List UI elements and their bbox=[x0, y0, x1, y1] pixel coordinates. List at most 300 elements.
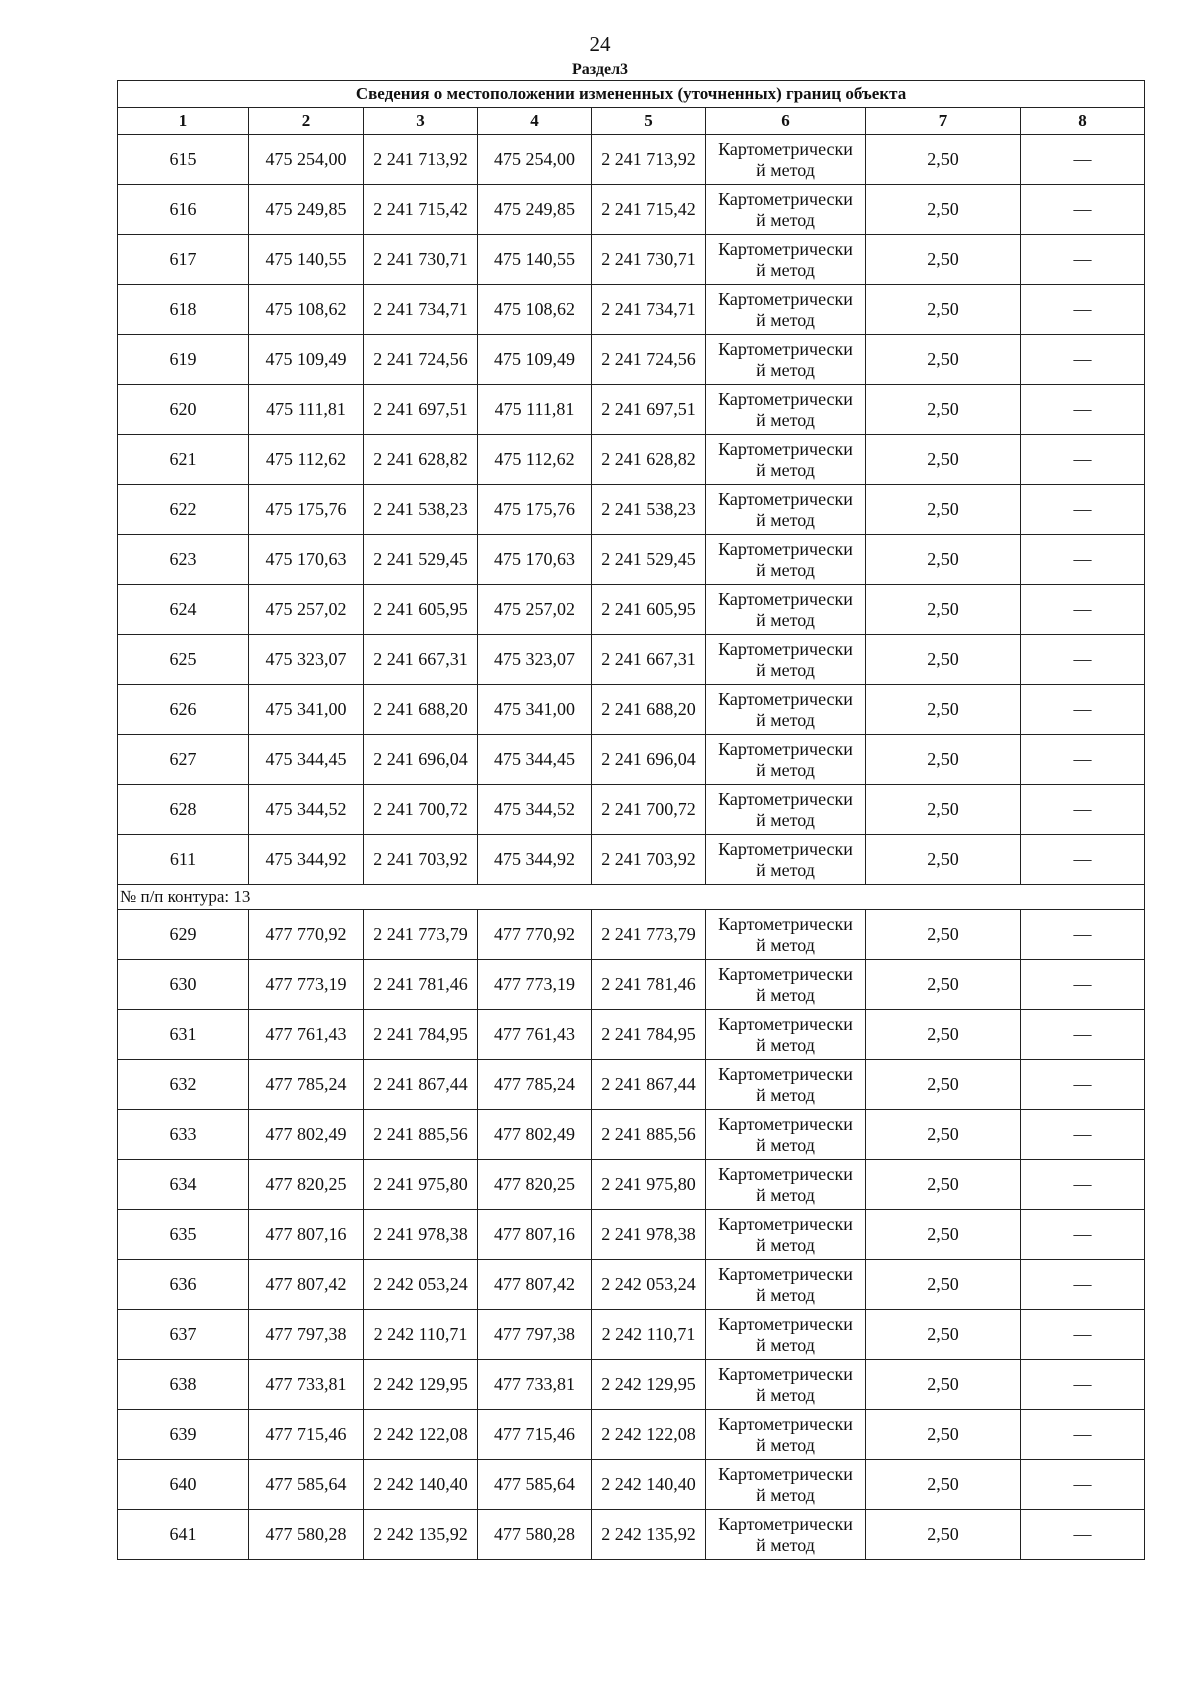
x-new-cell: 475 323,07 bbox=[478, 635, 592, 685]
table-row bbox=[118, 1260, 1145, 1310]
x-new-cell: 477 797,38 bbox=[478, 1310, 592, 1360]
point-number-cell: 617 bbox=[118, 235, 249, 285]
method-line: й метод bbox=[756, 459, 815, 480]
method-line: Картометрически bbox=[718, 1363, 853, 1384]
y-new-cell: 2 241 529,45 bbox=[592, 535, 706, 585]
x-new-cell: 477 785,24 bbox=[478, 1060, 592, 1110]
precision-cell: 2,50 bbox=[866, 835, 1021, 885]
y-old-cell: 2 242 122,08 bbox=[364, 1410, 478, 1460]
method-cell bbox=[706, 185, 866, 235]
x-new-cell: 475 112,62 bbox=[478, 435, 592, 485]
method-line: й метод bbox=[756, 1334, 815, 1355]
x-old-cell: 477 773,19 bbox=[249, 960, 364, 1010]
precision-cell: 2,50 bbox=[866, 1010, 1021, 1060]
method-line: й метод bbox=[756, 709, 815, 730]
x-new-cell: 477 733,81 bbox=[478, 1360, 592, 1410]
x-new-cell: 475 341,00 bbox=[478, 685, 592, 735]
description-cell: — bbox=[1021, 1510, 1145, 1560]
table-row bbox=[118, 1110, 1145, 1160]
method-line: Картометрически bbox=[718, 1263, 853, 1284]
table-row bbox=[118, 1410, 1145, 1460]
y-new-cell: 2 241 688,20 bbox=[592, 685, 706, 735]
x-old-cell: 475 344,52 bbox=[249, 785, 364, 835]
table-row bbox=[118, 1310, 1145, 1360]
y-new-cell: 2 241 978,38 bbox=[592, 1210, 706, 1260]
y-old-cell: 2 241 867,44 bbox=[364, 1060, 478, 1110]
method-line: Картометрически bbox=[718, 138, 853, 159]
precision-cell: 2,50 bbox=[866, 1210, 1021, 1260]
y-new-cell: 2 241 734,71 bbox=[592, 285, 706, 335]
precision-cell: 2,50 bbox=[866, 1310, 1021, 1360]
method-line: й метод bbox=[756, 609, 815, 630]
method-line: й метод bbox=[756, 1234, 815, 1255]
precision-cell: 2,50 bbox=[866, 735, 1021, 785]
x-new-cell: 477 770,92 bbox=[478, 910, 592, 960]
x-old-cell: 475 175,76 bbox=[249, 485, 364, 535]
description-cell: — bbox=[1021, 835, 1145, 885]
method-line: й метод bbox=[756, 1384, 815, 1405]
y-old-cell: 2 242 053,24 bbox=[364, 1260, 478, 1310]
description-cell: — bbox=[1021, 685, 1145, 735]
description-cell: — bbox=[1021, 1110, 1145, 1160]
x-new-cell: 475 175,76 bbox=[478, 485, 592, 535]
precision-cell: 2,50 bbox=[866, 585, 1021, 635]
x-old-cell: 475 323,07 bbox=[249, 635, 364, 685]
point-number-cell: 633 bbox=[118, 1110, 249, 1160]
y-old-cell: 2 241 885,56 bbox=[364, 1110, 478, 1160]
x-old-cell: 477 797,38 bbox=[249, 1310, 364, 1360]
precision-cell: 2,50 bbox=[866, 335, 1021, 385]
point-number-cell: 638 bbox=[118, 1360, 249, 1410]
method-line: й метод bbox=[756, 1484, 815, 1505]
description-cell: — bbox=[1021, 1010, 1145, 1060]
table-row bbox=[118, 1460, 1145, 1510]
point-number-cell: 626 bbox=[118, 685, 249, 735]
coordinates-table bbox=[117, 80, 1145, 1560]
method-line: Картометрически bbox=[718, 588, 853, 609]
description-cell: — bbox=[1021, 385, 1145, 435]
method-cell bbox=[706, 910, 866, 960]
x-old-cell: 475 344,45 bbox=[249, 735, 364, 785]
x-new-cell: 475 344,52 bbox=[478, 785, 592, 835]
x-old-cell: 475 140,55 bbox=[249, 235, 364, 285]
description-cell: — bbox=[1021, 335, 1145, 385]
y-new-cell: 2 241 781,46 bbox=[592, 960, 706, 1010]
x-old-cell: 477 761,43 bbox=[249, 1010, 364, 1060]
description-cell: — bbox=[1021, 585, 1145, 635]
method-cell bbox=[706, 1410, 866, 1460]
precision-cell: 2,50 bbox=[866, 135, 1021, 185]
point-number-cell: 627 bbox=[118, 735, 249, 785]
y-old-cell: 2 241 734,71 bbox=[364, 285, 478, 335]
column-number: 6 bbox=[706, 108, 866, 135]
y-old-cell: 2 241 538,23 bbox=[364, 485, 478, 535]
y-new-cell: 2 242 140,40 bbox=[592, 1460, 706, 1510]
x-new-cell: 477 802,49 bbox=[478, 1110, 592, 1160]
point-number-cell: 628 bbox=[118, 785, 249, 835]
y-new-cell: 2 241 605,95 bbox=[592, 585, 706, 635]
method-cell bbox=[706, 1360, 866, 1410]
method-line: й метод bbox=[756, 934, 815, 955]
y-new-cell: 2 241 730,71 bbox=[592, 235, 706, 285]
method-cell bbox=[706, 335, 866, 385]
y-new-cell: 2 242 053,24 bbox=[592, 1260, 706, 1310]
column-number: 1 bbox=[118, 108, 249, 135]
y-new-cell: 2 241 538,23 bbox=[592, 485, 706, 535]
y-new-cell: 2 241 628,82 bbox=[592, 435, 706, 485]
precision-cell: 2,50 bbox=[866, 385, 1021, 435]
contour-row bbox=[118, 885, 1145, 910]
precision-cell: 2,50 bbox=[866, 435, 1021, 485]
description-cell: — bbox=[1021, 1060, 1145, 1110]
y-old-cell: 2 241 713,92 bbox=[364, 135, 478, 185]
y-old-cell: 2 241 730,71 bbox=[364, 235, 478, 285]
point-number-cell: 634 bbox=[118, 1160, 249, 1210]
x-new-cell: 475 254,00 bbox=[478, 135, 592, 185]
table-row bbox=[118, 435, 1145, 485]
y-new-cell: 2 241 784,95 bbox=[592, 1010, 706, 1060]
method-cell bbox=[706, 585, 866, 635]
method-line: й метод bbox=[756, 209, 815, 230]
x-new-cell: 477 773,19 bbox=[478, 960, 592, 1010]
description-cell: — bbox=[1021, 1460, 1145, 1510]
point-number-cell: 618 bbox=[118, 285, 249, 335]
method-cell bbox=[706, 435, 866, 485]
description-cell: — bbox=[1021, 1260, 1145, 1310]
point-number-cell: 619 bbox=[118, 335, 249, 385]
x-new-cell: 475 344,45 bbox=[478, 735, 592, 785]
table-row bbox=[118, 785, 1145, 835]
y-old-cell: 2 242 140,40 bbox=[364, 1460, 478, 1510]
y-new-cell: 2 241 696,04 bbox=[592, 735, 706, 785]
description-cell: — bbox=[1021, 185, 1145, 235]
y-old-cell: 2 241 688,20 bbox=[364, 685, 478, 735]
x-old-cell: 477 585,64 bbox=[249, 1460, 364, 1510]
table-row bbox=[118, 185, 1145, 235]
table-caption-row bbox=[118, 81, 1145, 108]
method-cell bbox=[706, 1510, 866, 1560]
description-cell: — bbox=[1021, 135, 1145, 185]
table-caption: Сведения о местоположении измененных (уточненных) границ объекта bbox=[118, 81, 1145, 108]
precision-cell: 2,50 bbox=[866, 185, 1021, 235]
x-new-cell: 475 140,55 bbox=[478, 235, 592, 285]
point-number-cell: 622 bbox=[118, 485, 249, 535]
table-row bbox=[118, 685, 1145, 735]
y-old-cell: 2 241 697,51 bbox=[364, 385, 478, 435]
y-new-cell: 2 242 129,95 bbox=[592, 1360, 706, 1410]
point-number-cell: 640 bbox=[118, 1460, 249, 1510]
y-old-cell: 2 241 773,79 bbox=[364, 910, 478, 960]
x-old-cell: 475 170,63 bbox=[249, 535, 364, 585]
precision-cell: 2,50 bbox=[866, 960, 1021, 1010]
table-row bbox=[118, 235, 1145, 285]
method-line: Картометрически bbox=[718, 1313, 853, 1334]
method-cell bbox=[706, 235, 866, 285]
x-new-cell: 477 761,43 bbox=[478, 1010, 592, 1060]
description-cell: — bbox=[1021, 1210, 1145, 1260]
table-row bbox=[118, 735, 1145, 785]
method-line: й метод bbox=[756, 659, 815, 680]
method-line: й метод bbox=[756, 1034, 815, 1055]
table-row bbox=[118, 535, 1145, 585]
method-line: й метод bbox=[756, 1434, 815, 1455]
column-number: 2 bbox=[249, 108, 364, 135]
point-number-cell: 629 bbox=[118, 910, 249, 960]
method-cell bbox=[706, 635, 866, 685]
method-line: й метод bbox=[756, 509, 815, 530]
y-new-cell: 2 241 724,56 bbox=[592, 335, 706, 385]
description-cell: — bbox=[1021, 735, 1145, 785]
table-row bbox=[118, 485, 1145, 535]
x-new-cell: 477 580,28 bbox=[478, 1510, 592, 1560]
method-line: й метод bbox=[756, 1134, 815, 1155]
method-line: й метод bbox=[756, 409, 815, 430]
method-line: й метод bbox=[756, 1184, 815, 1205]
method-cell bbox=[706, 135, 866, 185]
point-number-cell: 625 bbox=[118, 635, 249, 685]
x-old-cell: 475 112,62 bbox=[249, 435, 364, 485]
x-new-cell: 477 807,42 bbox=[478, 1260, 592, 1310]
x-old-cell: 477 733,81 bbox=[249, 1360, 364, 1410]
precision-cell: 2,50 bbox=[866, 635, 1021, 685]
x-new-cell: 475 109,49 bbox=[478, 335, 592, 385]
x-old-cell: 475 108,62 bbox=[249, 285, 364, 335]
precision-cell: 2,50 bbox=[866, 1260, 1021, 1310]
table-row bbox=[118, 910, 1145, 960]
y-old-cell: 2 241 529,45 bbox=[364, 535, 478, 585]
y-new-cell: 2 241 885,56 bbox=[592, 1110, 706, 1160]
x-new-cell: 477 820,25 bbox=[478, 1160, 592, 1210]
method-cell bbox=[706, 385, 866, 435]
description-cell: — bbox=[1021, 1360, 1145, 1410]
precision-cell: 2,50 bbox=[866, 485, 1021, 535]
description-cell: — bbox=[1021, 285, 1145, 335]
table-row bbox=[118, 285, 1145, 335]
method-line: Картометрически bbox=[718, 388, 853, 409]
y-new-cell: 2 242 135,92 bbox=[592, 1510, 706, 1560]
x-old-cell: 475 341,00 bbox=[249, 685, 364, 735]
method-line: Картометрически bbox=[718, 488, 853, 509]
y-new-cell: 2 241 703,92 bbox=[592, 835, 706, 885]
column-number: 8 bbox=[1021, 108, 1145, 135]
method-line: Картометрически bbox=[718, 1013, 853, 1034]
method-line: Картометрически bbox=[718, 913, 853, 934]
description-cell: — bbox=[1021, 435, 1145, 485]
x-old-cell: 475 257,02 bbox=[249, 585, 364, 635]
x-old-cell: 477 807,42 bbox=[249, 1260, 364, 1310]
precision-cell: 2,50 bbox=[866, 1360, 1021, 1410]
description-cell: — bbox=[1021, 485, 1145, 535]
column-number-row bbox=[118, 108, 1145, 135]
x-old-cell: 475 109,49 bbox=[249, 335, 364, 385]
x-new-cell: 475 257,02 bbox=[478, 585, 592, 635]
point-number-cell: 637 bbox=[118, 1310, 249, 1360]
description-cell: — bbox=[1021, 785, 1145, 835]
table-row bbox=[118, 1160, 1145, 1210]
x-new-cell: 477 715,46 bbox=[478, 1410, 592, 1460]
page-number: 24 bbox=[589, 32, 611, 56]
table-row bbox=[118, 1060, 1145, 1110]
point-number-cell: 623 bbox=[118, 535, 249, 585]
contour-label: № п/п контура: 13 bbox=[118, 885, 1145, 910]
x-old-cell: 475 254,00 bbox=[249, 135, 364, 185]
x-new-cell: 475 344,92 bbox=[478, 835, 592, 885]
table-row bbox=[118, 1210, 1145, 1260]
method-cell bbox=[706, 1210, 866, 1260]
method-line: Картометрически bbox=[718, 238, 853, 259]
description-cell: — bbox=[1021, 235, 1145, 285]
y-old-cell: 2 242 110,71 bbox=[364, 1310, 478, 1360]
precision-cell: 2,50 bbox=[866, 1460, 1021, 1510]
method-line: Картометрически bbox=[718, 1413, 853, 1434]
method-line: й метод bbox=[756, 1534, 815, 1555]
method-cell bbox=[706, 1110, 866, 1160]
y-new-cell: 2 241 773,79 bbox=[592, 910, 706, 960]
method-cell bbox=[706, 535, 866, 585]
method-line: й метод bbox=[756, 559, 815, 580]
column-number: 5 bbox=[592, 108, 706, 135]
description-cell: — bbox=[1021, 1410, 1145, 1460]
method-line: й метод bbox=[756, 809, 815, 830]
y-old-cell: 2 241 978,38 bbox=[364, 1210, 478, 1260]
point-number-cell: 632 bbox=[118, 1060, 249, 1110]
x-new-cell: 477 585,64 bbox=[478, 1460, 592, 1510]
method-line: Картометрически bbox=[718, 1463, 853, 1484]
x-new-cell: 475 170,63 bbox=[478, 535, 592, 585]
method-line: Картометрически bbox=[718, 188, 853, 209]
method-line: Картометрически bbox=[718, 738, 853, 759]
method-line: Картометрически bbox=[718, 688, 853, 709]
y-old-cell: 2 241 715,42 bbox=[364, 185, 478, 235]
precision-cell: 2,50 bbox=[866, 1060, 1021, 1110]
y-new-cell: 2 241 700,72 bbox=[592, 785, 706, 835]
description-cell: — bbox=[1021, 535, 1145, 585]
precision-cell: 2,50 bbox=[866, 910, 1021, 960]
point-number-cell: 631 bbox=[118, 1010, 249, 1060]
method-line: й метод bbox=[756, 359, 815, 380]
point-number-cell: 621 bbox=[118, 435, 249, 485]
method-line: Картометрически bbox=[718, 288, 853, 309]
y-old-cell: 2 241 605,95 bbox=[364, 585, 478, 635]
table-row bbox=[118, 135, 1145, 185]
method-cell bbox=[706, 960, 866, 1010]
method-line: Картометрически bbox=[718, 1113, 853, 1134]
precision-cell: 2,50 bbox=[866, 1160, 1021, 1210]
y-new-cell: 2 242 110,71 bbox=[592, 1310, 706, 1360]
point-number-cell: 641 bbox=[118, 1510, 249, 1560]
y-old-cell: 2 241 628,82 bbox=[364, 435, 478, 485]
method-line: Картометрически bbox=[718, 1213, 853, 1234]
precision-cell: 2,50 bbox=[866, 285, 1021, 335]
x-old-cell: 477 580,28 bbox=[249, 1510, 364, 1560]
method-line: Картометрически bbox=[718, 1163, 853, 1184]
method-cell bbox=[706, 1160, 866, 1210]
method-cell bbox=[706, 1060, 866, 1110]
method-cell bbox=[706, 735, 866, 785]
x-old-cell: 477 785,24 bbox=[249, 1060, 364, 1110]
x-old-cell: 477 715,46 bbox=[249, 1410, 364, 1460]
table-row bbox=[118, 1010, 1145, 1060]
table-row bbox=[118, 1360, 1145, 1410]
method-cell bbox=[706, 785, 866, 835]
y-old-cell: 2 241 781,46 bbox=[364, 960, 478, 1010]
y-old-cell: 2 241 703,92 bbox=[364, 835, 478, 885]
y-new-cell: 2 241 667,31 bbox=[592, 635, 706, 685]
precision-cell: 2,50 bbox=[866, 1110, 1021, 1160]
x-new-cell: 475 249,85 bbox=[478, 185, 592, 235]
y-old-cell: 2 241 700,72 bbox=[364, 785, 478, 835]
table-row bbox=[118, 335, 1145, 385]
method-cell bbox=[706, 1310, 866, 1360]
method-line: Картометрически bbox=[718, 1513, 853, 1534]
method-cell bbox=[706, 485, 866, 535]
y-old-cell: 2 242 135,92 bbox=[364, 1510, 478, 1560]
x-new-cell: 475 108,62 bbox=[478, 285, 592, 335]
method-line: й метод bbox=[756, 759, 815, 780]
y-new-cell: 2 242 122,08 bbox=[592, 1410, 706, 1460]
y-old-cell: 2 241 667,31 bbox=[364, 635, 478, 685]
x-old-cell: 477 820,25 bbox=[249, 1160, 364, 1210]
point-number-cell: 624 bbox=[118, 585, 249, 635]
method-line: Картометрически bbox=[718, 538, 853, 559]
column-number: 3 bbox=[364, 108, 478, 135]
description-cell: — bbox=[1021, 1160, 1145, 1210]
y-new-cell: 2 241 715,42 bbox=[592, 185, 706, 235]
method-line: й метод bbox=[756, 259, 815, 280]
point-number-cell: 620 bbox=[118, 385, 249, 435]
y-old-cell: 2 241 975,80 bbox=[364, 1160, 478, 1210]
y-old-cell: 2 241 784,95 bbox=[364, 1010, 478, 1060]
y-old-cell: 2 241 724,56 bbox=[364, 335, 478, 385]
table-row bbox=[118, 835, 1145, 885]
table-row bbox=[118, 585, 1145, 635]
method-line: Картометрически bbox=[718, 1063, 853, 1084]
point-number-cell: 636 bbox=[118, 1260, 249, 1310]
method-cell bbox=[706, 1260, 866, 1310]
method-cell bbox=[706, 1010, 866, 1060]
precision-cell: 2,50 bbox=[866, 785, 1021, 835]
method-line: й метод bbox=[756, 159, 815, 180]
precision-cell: 2,50 bbox=[866, 1410, 1021, 1460]
method-cell bbox=[706, 835, 866, 885]
table-row bbox=[118, 385, 1145, 435]
y-old-cell: 2 242 129,95 bbox=[364, 1360, 478, 1410]
method-line: Картометрически bbox=[718, 638, 853, 659]
method-line: й метод bbox=[756, 984, 815, 1005]
description-cell: — bbox=[1021, 635, 1145, 685]
y-new-cell: 2 241 713,92 bbox=[592, 135, 706, 185]
method-line: Картометрически bbox=[718, 838, 853, 859]
column-number: 4 bbox=[478, 108, 592, 135]
table-row bbox=[118, 1510, 1145, 1560]
point-number-cell: 611 bbox=[118, 835, 249, 885]
x-old-cell: 477 770,92 bbox=[249, 910, 364, 960]
column-number: 7 bbox=[866, 108, 1021, 135]
x-new-cell: 475 111,81 bbox=[478, 385, 592, 435]
point-number-cell: 615 bbox=[118, 135, 249, 185]
method-line: Картометрически bbox=[718, 788, 853, 809]
method-line: й метод bbox=[756, 1284, 815, 1305]
x-old-cell: 477 802,49 bbox=[249, 1110, 364, 1160]
method-line: й метод bbox=[756, 859, 815, 880]
point-number-cell: 639 bbox=[118, 1410, 249, 1460]
method-line: й метод bbox=[756, 309, 815, 330]
description-cell: — bbox=[1021, 910, 1145, 960]
method-line: й метод bbox=[756, 1084, 815, 1105]
y-new-cell: 2 241 867,44 bbox=[592, 1060, 706, 1110]
x-old-cell: 477 807,16 bbox=[249, 1210, 364, 1260]
method-cell bbox=[706, 685, 866, 735]
